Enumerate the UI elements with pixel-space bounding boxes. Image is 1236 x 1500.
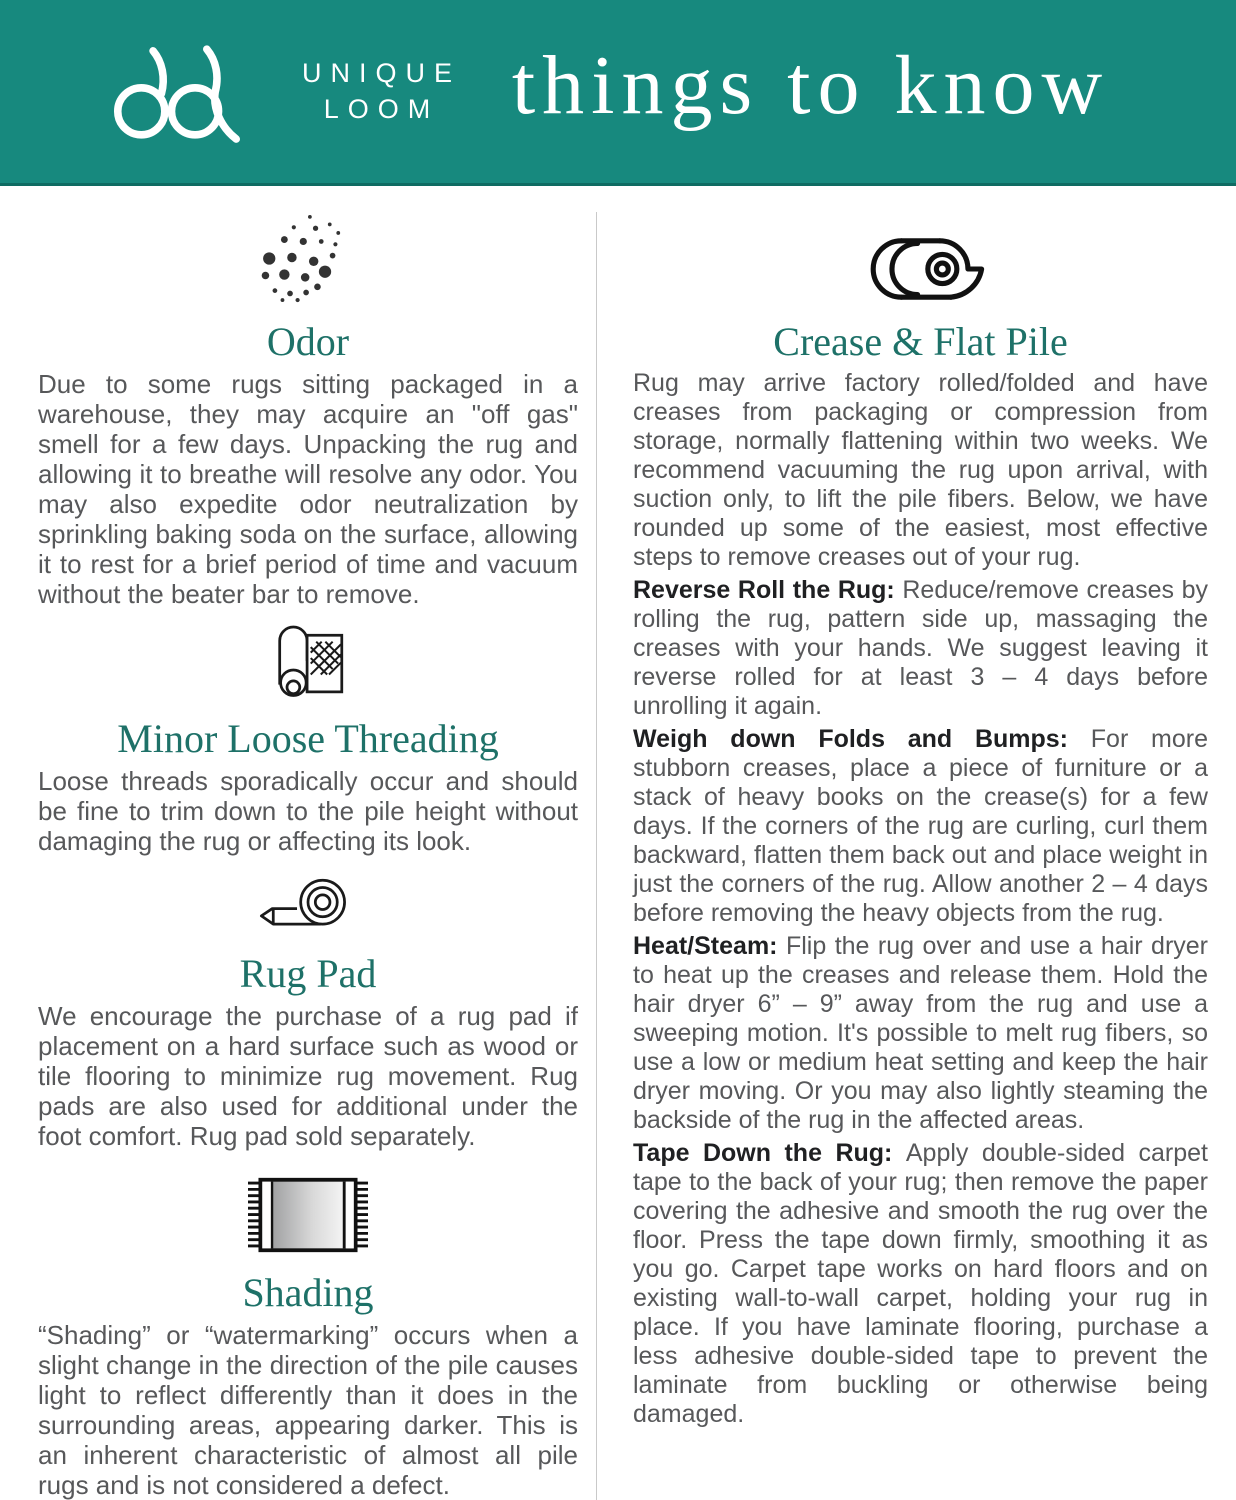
left-column (38, 212, 578, 1500)
odor-particles-icon (38, 212, 578, 304)
shaded-rug-fringe-icon (38, 1175, 578, 1255)
tip-reverse-roll-text: Reduce/remove creases by rolling the rug, pattern side up, massaging the creases with your hands. We suggest leaving it reverse rolled for at least 3 – 4 days before unrolling it again. (633, 576, 1209, 720)
tip-tape-down-text: Apply double-sided carpet tape to the back of your rug; then remove the paper covering the adhesive and smooth the rug over the floor. Press the tape down firmly, smoothing it as you go. Carpet tape works on hard floors and on existing wall-to-wall carpet, holding your rug in place. If you have laminate flooring, purchase a less adhesive double-sided tape to prevent the laminate from buckling or otherwise being damaged. (633, 1139, 1209, 1428)
tip-tape-down (633, 1139, 1208, 1429)
section-minor-loose-threading (38, 617, 578, 856)
unique-loom-dd-logo-icon (106, 40, 274, 144)
tip-heat-steam-text: Flip the rug over and use a hair dryer to heat up the creases and release them. Hold the hair dryer 6” – 9” away from the rug and use a sweeping motion. It's possible to melt rug fibers, so use a low or medium heat setting and keep the hair dryer moving. Or you may also lightly steaming the backside of the rug in the affected areas. (633, 932, 1209, 1134)
crease-intro-text: Rug may arrive factory rolled/folded and have creases from packaging or compression from storage, normally flattening within two weeks. We recommend vacuuming the rug upon arrival, with suction only, to lift the pile fibers. Below, we have rounded up some of the easiest, most effective steps to remove creases out of your rug. (633, 369, 1208, 571)
tip-weigh-down-text: For more stubborn creases, place a piece of furniture or a stack of heavy books on the crease(s) for a few days. If the corners of the rug are curling, curl them backward, flatten them back out and place weight in just the corners of the rug. Allow another 2 – 4 days before removing the heavy objects from the rug. (633, 725, 1209, 927)
odor-body-text: Due to some rugs sitting packaged in a warehouse, they may acquire an "off gas" smell for a few days. Unpacking the rug and allowing it to breathe will resolve any odor. You may also expedite odor neutralization by sprinkling baking soda on the surface, allowing it to rest for a brief period of time and vacuum without the beater bar to remove. (38, 369, 578, 609)
tip-reverse-roll-label: Reverse Roll the Rug: (633, 576, 895, 604)
brand-line-2: LOOM (323, 93, 440, 124)
brand-name (302, 56, 461, 127)
tip-reverse-roll (633, 576, 1208, 721)
crease-heading: Crease & Flat Pile (773, 319, 1068, 364)
rugpad-heading: Rug Pad (239, 951, 377, 996)
section-shading (38, 1175, 578, 1500)
tip-weigh-down (633, 725, 1208, 928)
threading-body-text: Loose threads sporadically occur and should be fine to trim down to the pile height without damaging the rug or affecting its look. (38, 766, 578, 856)
page-title: things to know (511, 39, 1110, 132)
tip-heat-steam-label: Heat/Steam: (633, 932, 778, 960)
brand-lockup (106, 40, 461, 144)
rugpad-body-text: We encourage the purchase of a rug pad if placement on a hard surface such as wood or tile flooring to minimize rug movement. Rug pads are also used for additional under the foot comfort. Rug pad sold separately. (38, 1001, 578, 1151)
threading-heading: Minor Loose Threading (117, 716, 499, 761)
header-banner (0, 0, 1236, 186)
rolled-rug-crosshatch-icon (38, 617, 578, 701)
tip-heat-steam (633, 932, 1208, 1135)
right-column (597, 212, 1208, 1500)
shading-body-text: “Shading” or “watermarking” occurs when a slight change in the direction of the pile causes light to reflect differently than it does in the surrounding areas, appearing darker. This is an inherent characteristic of almost all pile rugs and is not considered a defect. (38, 1320, 578, 1500)
tip-weigh-down-label: Weigh down Folds and Bumps: (633, 725, 1069, 753)
rolled-rug-side-spiral-icon (633, 234, 1208, 304)
tape-roll-icon (38, 872, 578, 936)
brand-line-1: UNIQUE (302, 57, 462, 88)
tip-tape-down-label: Tape Down the Rug: (633, 1139, 893, 1167)
shading-heading: Shading (242, 1270, 374, 1315)
section-odor (38, 212, 578, 609)
content-area (0, 186, 1236, 1500)
odor-heading: Odor (266, 319, 350, 364)
section-rug-pad (38, 872, 578, 1151)
